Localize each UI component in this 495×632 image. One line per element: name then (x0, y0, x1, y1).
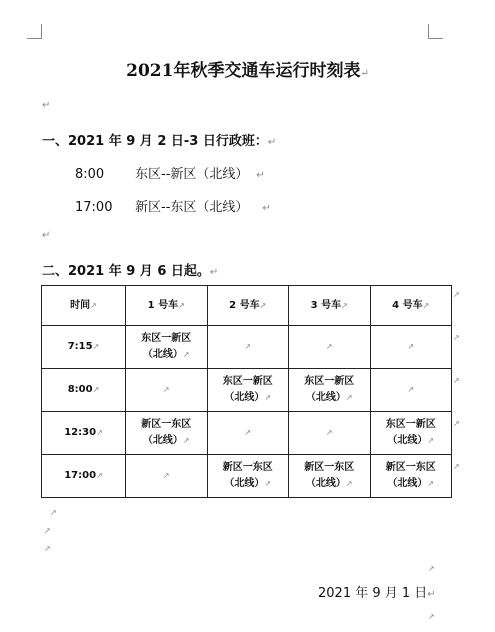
page-corner-mark-top-left (27, 24, 42, 39)
route-line (371, 433, 452, 449)
route-line (126, 331, 207, 347)
route-name: 东区--新区（北线） (135, 167, 249, 182)
schedule-cell (370, 369, 452, 412)
route-text: （北线） (142, 349, 183, 360)
route-line (289, 460, 370, 476)
paragraph-mark-icon: ↵ (360, 68, 369, 79)
cell-mark-icon: ↗ (325, 428, 333, 437)
route-line (208, 390, 289, 406)
cell-mark-icon: ↗ (407, 385, 415, 394)
route-line (126, 417, 207, 433)
cell-mark-icon: ↗ (92, 385, 100, 394)
cell-mark-icon: ↗ (427, 436, 435, 445)
row-end-mark-icon: ↗ (453, 462, 460, 471)
route-text: （北线） (305, 392, 346, 403)
table-header-row (42, 286, 452, 326)
cell-mark-icon: ↗ (162, 385, 170, 394)
time-value: 8:00 (67, 384, 93, 395)
table-header-cell (289, 286, 371, 326)
route-text: 新区一东区 (222, 462, 273, 473)
paragraph-mark-icon: ↵ (427, 589, 436, 600)
route-text: 新区一东区 (141, 419, 192, 430)
schedule-cell (289, 455, 371, 498)
cell-mark-icon: ↗ (422, 300, 430, 310)
time-cell (42, 326, 126, 369)
schedule-cell (289, 369, 371, 412)
section-1-heading (42, 130, 276, 149)
route-text: 新区一东区 (304, 462, 355, 473)
section-1-heading-text: 一、2021 年 9 月 2 日-3 日行政班： (42, 134, 268, 149)
schedule-cell (289, 326, 371, 369)
route-text: （北线） (387, 435, 428, 446)
time-cell (42, 412, 126, 455)
route-text: 东区一新区 (385, 419, 436, 430)
route-text: （北线） (305, 478, 346, 489)
schedule-cell (289, 412, 371, 455)
route-line (208, 476, 289, 492)
paragraph-mark-icon: ↵ (209, 267, 219, 278)
schedule-cell (370, 412, 452, 455)
table-header-cell (370, 286, 452, 326)
route-text: 新区一东区 (385, 462, 436, 473)
cell-mark-icon: ↗ (244, 428, 252, 437)
time-value: 17:00 (64, 470, 97, 481)
route-line (289, 476, 370, 492)
date-text: 2021 年 9 月 1 日 (318, 586, 428, 601)
cell-mark-icon: ↗ (341, 300, 348, 310)
table-row (42, 412, 452, 455)
route-text: （北线） (142, 435, 183, 446)
cell-mark-icon: ↗ (90, 300, 97, 310)
cell-mark-icon: ↗ (96, 428, 103, 437)
cell-mark-icon: ↗ (244, 342, 252, 351)
route-line (289, 374, 370, 390)
cell-mark-icon: ↗ (259, 300, 267, 310)
route-text: 东区一新区 (141, 333, 192, 344)
route-line (208, 374, 289, 390)
cell-mark-icon: ↗ (264, 479, 272, 488)
route-line (371, 460, 452, 476)
time-value: 12:30 (64, 427, 97, 438)
header-label: 2 号车 (229, 299, 260, 311)
table-header-cell (207, 286, 289, 326)
schedule-cell (126, 412, 208, 455)
paragraph-mark-icon: ↵ (42, 100, 51, 111)
paragraph-mark-icon: ↗ (428, 612, 435, 621)
cell-mark-icon: ↗ (182, 350, 190, 359)
section-2-heading-text: 二、2021 年 9 月 6 日起。 (42, 264, 210, 279)
route-line (289, 390, 370, 406)
schedule-table (41, 285, 452, 498)
schedule-cell (126, 369, 208, 412)
schedule-cell (370, 455, 452, 498)
route-row (75, 196, 271, 215)
cell-mark-icon: ↗ (92, 342, 100, 351)
cell-mark-icon: ↗ (162, 471, 170, 480)
title-text: 2021年秋季交通车运行时刻表 (126, 61, 361, 81)
schedule-cell (207, 412, 289, 455)
table-header-cell (126, 286, 208, 326)
header-label: 4 号车 (392, 299, 423, 311)
time-cell (42, 369, 126, 412)
header-label: 3 号车 (310, 299, 342, 311)
route-line (371, 417, 452, 433)
document-title (0, 56, 495, 81)
table-row (42, 326, 452, 369)
document-date (318, 582, 436, 601)
route-line (126, 433, 207, 449)
cell-mark-icon: ↗ (178, 300, 185, 310)
route-time: 17:00 (75, 200, 113, 215)
paragraph-mark-icon: ↗ (44, 526, 51, 535)
cell-mark-icon: ↗ (96, 471, 103, 480)
route-text: （北线） (387, 478, 428, 489)
time-cell (42, 455, 126, 498)
schedule-cell (126, 455, 208, 498)
paragraph-mark-icon: ↵ (267, 137, 277, 148)
header-label: 1 号车 (147, 299, 179, 311)
cell-mark-icon: ↗ (182, 436, 190, 445)
schedule-cell (370, 326, 452, 369)
paragraph-mark-icon: ↵ (256, 170, 265, 181)
row-end-mark-icon: ↗ (453, 290, 460, 299)
route-row (75, 163, 265, 182)
page-corner-mark-top-right (428, 24, 443, 39)
schedule-cell (207, 369, 289, 412)
schedule-cell (207, 326, 289, 369)
table-row (42, 369, 452, 412)
route-text: （北线） (224, 478, 265, 489)
cell-mark-icon: ↗ (407, 342, 415, 351)
row-end-mark-icon: ↗ (453, 333, 460, 342)
header-label: 时间 (70, 299, 91, 311)
table-row (42, 455, 452, 498)
cell-mark-icon: ↗ (264, 393, 272, 402)
section-2-heading (42, 260, 218, 279)
paragraph-mark-icon: ↵ (42, 230, 51, 241)
paragraph-mark-icon: ↗ (50, 508, 57, 517)
route-text: （北线） (224, 392, 265, 403)
route-text: 东区一新区 (222, 376, 273, 387)
row-end-mark-icon: ↗ (453, 376, 460, 385)
cell-mark-icon: ↗ (427, 479, 435, 488)
cell-mark-icon: ↗ (345, 479, 353, 488)
route-time: 8:00 (75, 167, 105, 182)
table-header-cell (42, 286, 126, 326)
route-line (126, 347, 207, 363)
cell-mark-icon: ↗ (345, 393, 353, 402)
schedule-cell (126, 326, 208, 369)
route-line (371, 476, 452, 492)
schedule-cell (207, 455, 289, 498)
time-value: 7:15 (67, 341, 93, 352)
paragraph-mark-icon: ↗ (44, 544, 51, 553)
route-text: 东区一新区 (304, 376, 355, 387)
route-name: 新区--东区（北线） (135, 200, 249, 215)
row-end-mark-icon: ↗ (453, 419, 460, 428)
cell-mark-icon: ↗ (325, 342, 333, 351)
paragraph-mark-icon: ↵ (262, 203, 271, 214)
paragraph-mark-icon: ↗ (428, 564, 435, 573)
route-line (208, 460, 289, 476)
